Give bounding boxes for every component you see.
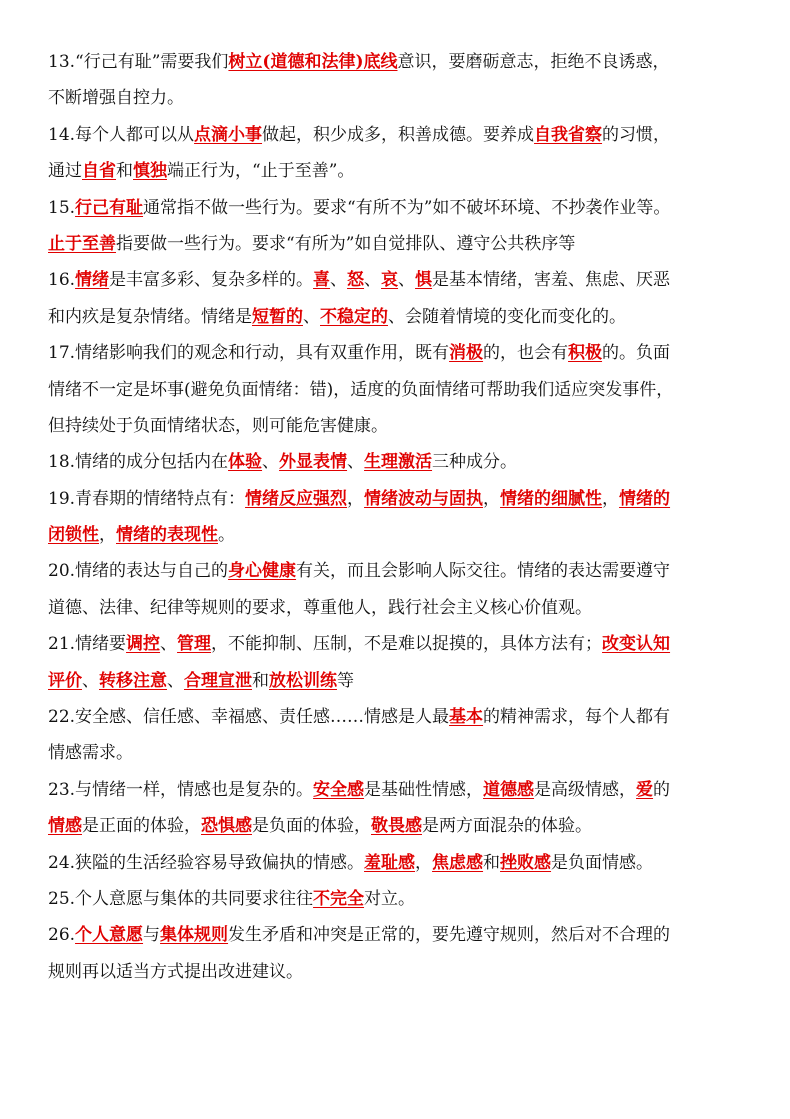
list-item: [48, 117, 750, 190]
text-line: [48, 663, 750, 699]
list-item: [48, 553, 750, 626]
text-segment: 情绪不一定是坏事(避免负面情绪：错)，适度的负面情绪可帮助我们适应突发事件，: [48, 379, 674, 400]
highlighted-term: 身心健康: [228, 561, 297, 582]
text-segment: 是负面情感。: [551, 852, 654, 873]
text-line: [48, 881, 750, 917]
highlighted-term: 点滴小事: [194, 124, 263, 145]
text-segment: 、: [364, 270, 382, 291]
text-line: [48, 372, 750, 408]
text-segment: 的，也会有: [483, 343, 569, 364]
text-line: [48, 117, 750, 153]
text-segment: 是高级情感，: [534, 779, 637, 800]
text-segment: 不断增强自控力。: [48, 88, 184, 109]
text-segment: 21.情绪要: [48, 634, 127, 655]
text-segment: 有关，而且会影响人际交往。情绪的表达需要遵守: [296, 561, 671, 582]
text-line: [48, 590, 750, 626]
text-line: [48, 808, 750, 844]
text-line: [48, 481, 750, 517]
highlighted-term: 改变认知: [602, 634, 671, 655]
text-segment: 和: [116, 161, 133, 182]
text-line: [48, 190, 750, 226]
list-item: [48, 626, 750, 699]
highlighted-term: 安全感: [313, 779, 365, 800]
list-item: [48, 917, 750, 990]
text-segment: 通常指不做一些行为。要求“有所不为”如不破坏环境、不抄袭作业等。: [143, 197, 671, 218]
highlighted-term: 外显表情: [279, 452, 348, 473]
highlighted-term: 恐惧感: [201, 816, 252, 837]
list-item: [48, 481, 750, 554]
text-segment: 13.“行己有耻”需要我们: [48, 52, 229, 72]
text-segment: 的: [653, 779, 671, 800]
text-line: [48, 735, 750, 771]
text-segment: ，: [602, 488, 620, 509]
highlighted-term: 情绪的细腻性: [500, 488, 603, 509]
text-segment: 18.情绪的成分包括内在: [48, 452, 229, 473]
list-item: [48, 44, 750, 117]
highlighted-term: 评价: [48, 670, 82, 691]
text-segment: ，: [483, 488, 501, 509]
highlighted-term: 情绪的表现性: [116, 525, 218, 546]
text-segment: 规则再以适当方式提出改进建议。: [48, 961, 303, 982]
highlighted-term: 情绪反应强烈: [245, 488, 348, 509]
list-item: [48, 881, 750, 917]
text-segment: 是基本情绪，害羞、焦虑、厌恶: [432, 270, 671, 291]
text-segment: ，: [415, 852, 433, 873]
text-line: [48, 954, 750, 990]
text-line: [48, 226, 750, 262]
text-segment: 通过: [48, 161, 82, 182]
highlighted-term: 调控: [126, 634, 161, 655]
text-segment: 做起，积少成多，积善成德。要养成: [262, 124, 535, 145]
highlighted-term: 自省: [82, 161, 116, 182]
text-line: [48, 262, 750, 298]
highlighted-term: 行己有耻: [75, 197, 144, 218]
text-segment: 是正面的体验，: [82, 816, 201, 837]
text-segment: 的习惯，: [602, 124, 671, 145]
highlighted-term: 集体规则: [160, 925, 229, 946]
text-segment: 17.情绪影响我们的观念和行动，具有双重作用，既有: [48, 343, 450, 364]
text-segment: 、会随着情境的变化而变化的。: [388, 306, 626, 327]
text-segment: 16.: [48, 270, 76, 291]
highlighted-term: 焦虑感: [432, 852, 484, 873]
text-segment: 、: [347, 452, 365, 473]
text-segment: 26.: [48, 925, 76, 946]
text-segment: 但持续处于负面情绪状态，则可能危害健康。: [48, 415, 388, 436]
list-item: [48, 262, 750, 335]
highlighted-term: 合理宣泄: [184, 670, 252, 691]
text-segment: 、: [82, 670, 99, 691]
text-segment: 是负面的体验，: [252, 816, 371, 837]
text-segment: 22.安全感、信任感、幸福感、责任感……情感是人最: [48, 707, 450, 728]
highlighted-term: 喜: [313, 270, 331, 291]
highlighted-term: 积极: [568, 343, 603, 364]
text-segment: 的精神需求，每个人都有: [483, 707, 671, 728]
text-segment: ，: [347, 488, 365, 509]
text-segment: 是丰富多彩、复杂多样的。: [109, 270, 314, 291]
highlighted-term: 挫败感: [500, 852, 552, 873]
highlighted-term: 不稳定的: [320, 306, 388, 327]
highlighted-term: 短暂的: [252, 306, 303, 327]
text-segment: 端正行为，“止于至善”。: [167, 161, 355, 182]
text-segment: ，不能抑制、压制，不是难以捉摸的，具体方法有；: [211, 634, 603, 655]
text-segment: 等: [337, 670, 354, 691]
text-segment: 15.: [48, 197, 76, 218]
text-segment: 25.个人意愿与集体的共同要求往往: [48, 888, 314, 909]
highlighted-term: 爱: [636, 779, 654, 800]
text-line: [48, 299, 750, 335]
highlighted-term: 情绪: [75, 270, 110, 291]
text-segment: 24.狭隘的生活经验容易导致偏执的情感。: [48, 852, 365, 873]
text-segment: 和内疚是复杂情绪。情绪是: [48, 306, 252, 327]
text-segment: 三种成分。: [432, 452, 518, 473]
highlighted-term: 基本: [449, 707, 484, 728]
text-line: [48, 408, 750, 444]
text-line: [48, 335, 750, 371]
text-line: [48, 917, 750, 953]
text-segment: 和: [483, 852, 501, 873]
highlighted-term: 生理激活: [364, 452, 433, 473]
text-segment: 指要做一些行为。要求“有所为”如自觉排队、遵守公共秩序等: [116, 233, 576, 254]
text-segment: 。: [218, 525, 235, 546]
text-line: [48, 444, 750, 480]
text-line: [48, 153, 750, 189]
text-line: [48, 845, 750, 881]
text-segment: 、: [398, 270, 416, 291]
text-segment: 情感需求。: [48, 743, 133, 764]
text-segment: ，: [99, 525, 116, 546]
highlighted-term: 消极: [449, 343, 484, 364]
text-segment: 14.每个人都可以从: [48, 124, 195, 145]
list-item: [48, 845, 750, 881]
highlighted-term: 体验: [228, 452, 263, 473]
highlighted-term: 情绪的: [619, 488, 671, 509]
highlighted-term: 情感: [48, 816, 82, 837]
text-segment: 道德、法律、纪律等规则的要求，尊重他人，践行社会主义核心价值观。: [48, 597, 592, 618]
list-item: [48, 335, 750, 444]
text-line: [48, 626, 750, 662]
highlighted-term: 羞耻感: [364, 852, 416, 873]
text-segment: 发生矛盾和冲突是正常的，要先遵守规则，然后对不合理的: [228, 925, 671, 946]
text-segment: 、: [167, 670, 184, 691]
highlighted-term: 个人意愿: [75, 925, 144, 946]
list-item: [48, 190, 750, 263]
highlighted-term: 放松训练: [269, 670, 337, 691]
highlighted-term: 止于至善: [48, 233, 116, 254]
text-segment: 是基础性情感，: [364, 779, 484, 800]
text-segment: 、: [303, 306, 320, 327]
highlighted-term: 闭锁性: [48, 525, 99, 546]
highlighted-term: 管理: [177, 634, 212, 655]
text-line: [48, 44, 750, 80]
text-segment: 与: [143, 925, 161, 946]
text-segment: 、: [160, 634, 178, 655]
highlighted-term: 惧: [415, 270, 433, 291]
text-line: [48, 517, 750, 553]
highlighted-term: 敬畏感: [371, 816, 422, 837]
text-line: [48, 553, 750, 589]
text-line: [48, 699, 750, 735]
text-segment: 的。负面: [602, 343, 671, 364]
text-segment: 和: [252, 670, 269, 691]
highlighted-term: 道德感: [483, 779, 535, 800]
highlighted-term: 情绪波动与固执: [364, 488, 484, 509]
highlighted-term: 怒: [347, 270, 365, 291]
highlighted-term: 转移注意: [99, 670, 167, 691]
text-segment: 20.情绪的表达与自己的: [48, 561, 229, 582]
list-item: [48, 699, 750, 772]
highlighted-term: 慎独: [133, 161, 167, 182]
highlighted-term: 哀: [381, 270, 399, 291]
text-segment: 、: [262, 452, 280, 473]
text-segment: 意识，要磨砺意志，拒绝不良诱惑，: [397, 52, 670, 72]
highlighted-term: 自我省察: [534, 124, 603, 145]
text-segment: 是两方面混杂的体验。: [422, 816, 592, 837]
text-segment: 23.与情绪一样，情感也是复杂的。: [48, 779, 314, 800]
highlighted-term: 树立(道德和法律)底线: [228, 52, 398, 72]
text-segment: 、: [330, 270, 348, 291]
highlighted-term: 不完全: [313, 888, 365, 909]
text-line: [48, 80, 750, 116]
text-segment: 对立。: [364, 888, 416, 909]
list-item: [48, 772, 750, 845]
text-segment: 19.青春期的情绪特点有：: [48, 488, 246, 509]
text-line: [48, 772, 750, 808]
list-item: [48, 444, 750, 480]
